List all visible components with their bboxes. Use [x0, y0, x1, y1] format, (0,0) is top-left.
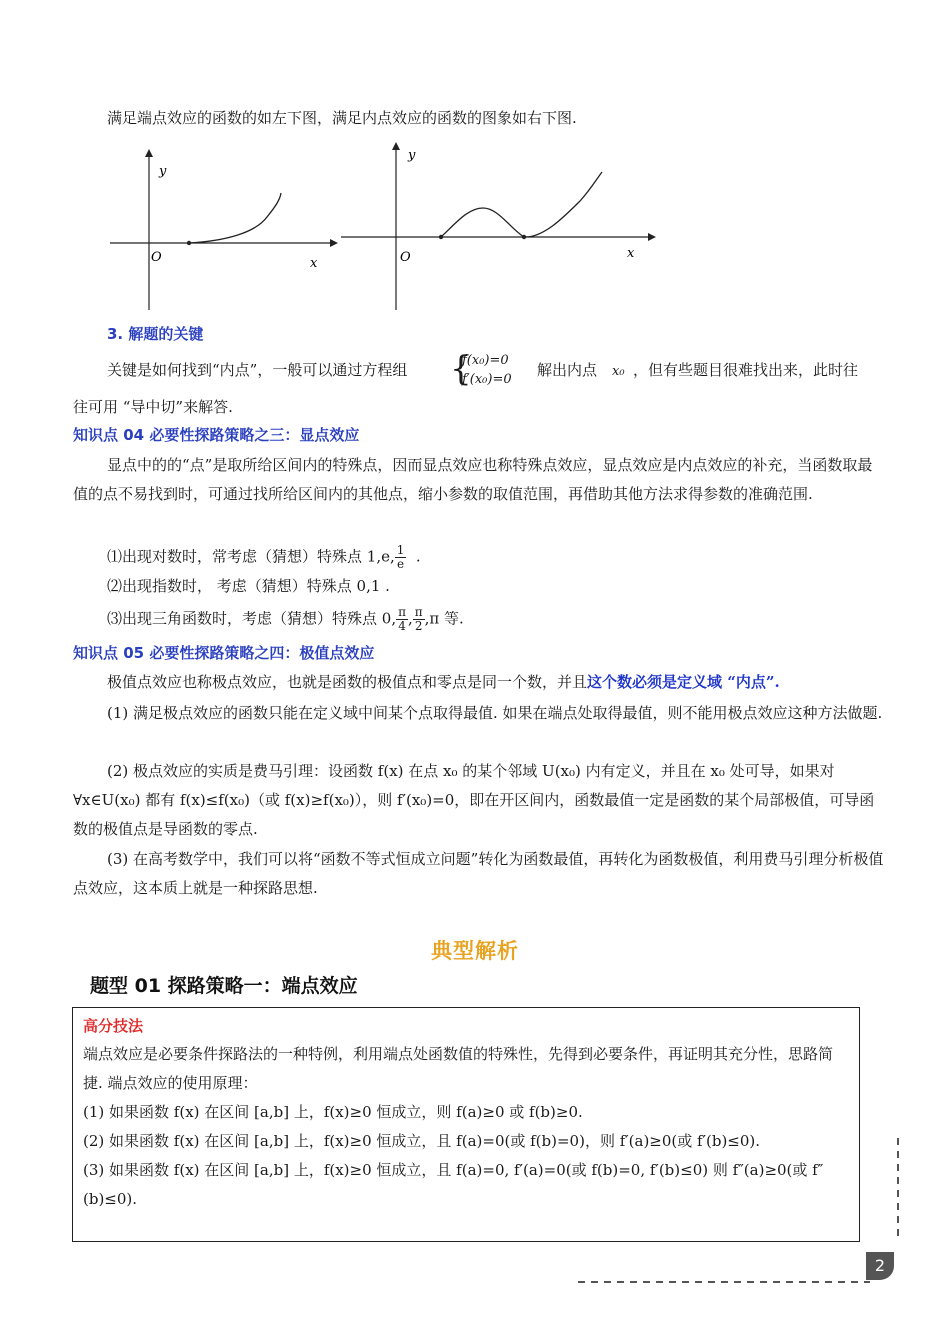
k04-heading: 知识点 04 必要性探路策略之三：显点效应: [73, 426, 360, 444]
k05-intro-emphasis: 这个数必须是定义域 “内点”.: [587, 673, 780, 691]
section-title: 典型解析: [431, 939, 519, 963]
technique-rule-3: (3) 如果函数 f(x) 在区间 [a,b] 上，f(x)≥0 恒成立，且 f(a)=0, f′(a)=0(或 f(b)=0, f′(b)≤0) 则 f″(a)≥0(或 f″(b)≤0).: [83, 1161, 824, 1208]
k04-item-1-end: .: [415, 547, 421, 566]
y-axis-label: y: [159, 164, 167, 179]
sec3-line1-after: ，但有些题目很难找出来，此时往: [633, 361, 859, 379]
origin-label: O: [400, 250, 411, 265]
fraction-numerator: π: [414, 605, 423, 619]
k04-item-3: ⑶出现三角函数时，考虑（猜想）特殊点 0, $\frac{\pi}{4}$ , $\frac{\pi}{2}$ ,π 等.: [107, 605, 464, 633]
x-axis-label: x: [310, 256, 318, 271]
k05-intro-text: 极值点效应也称极点效应，也就是函数的极值点和零点是同一个数，并且: [107, 673, 588, 691]
technique-rule-2: (2) 如果函数 f(x) 在区间 [a,b] 上，f(x)≥0 恒成立，且 f(a)=0(或 f(b)=0)，则 f′(a)≥0(或 f′(b)≤0).: [83, 1132, 761, 1150]
sec3-line1-solve: 解出内点: [537, 361, 598, 379]
k05-intro: [107, 670, 780, 694]
technique-heading: 高分技法: [83, 1017, 144, 1035]
k04-paragraph: 显点中的的“点”是取所给区间内的特殊点，因而显点效应也称特殊点效应，显点效应是内点效应的补充，当函数取最值的点不易找到时，可通过找所给区间内的其他点，缩小参数的取值范围，再借助其他方法求得参数的准确范围.: [73, 456, 873, 503]
sec3-line1-before: 关键是如何找到“内点”，一般可以通过方程组: [107, 361, 408, 379]
fraction-pi-over-2: [413, 606, 425, 633]
k04-item-3-end: ,π 等.: [424, 609, 464, 628]
page-corner-decoration: [570, 1130, 910, 1290]
fraction-numerator: 1: [396, 543, 405, 557]
intro-line: 满足端点效应的函数的如左下图，满足内点效应的函数的图象如右下图.: [107, 109, 577, 127]
sec3-line2: 往可用 “导中切”来解答.: [73, 398, 233, 416]
fraction-denominator: e: [397, 557, 405, 571]
y-arrow-icon: [145, 149, 153, 157]
fraction-numerator: π: [398, 605, 406, 619]
k05-paragraph-3: (3) 在高考数学中，我们可以将“函数不等式恒成立问题”转化为函数最值，再转化为函数极值，利用费马引理分析极值点效应，这本质上就是一种探路思想.: [73, 850, 884, 897]
endpoint-effect-graph: [105, 145, 340, 315]
origin-label: O: [151, 250, 162, 265]
k04-item-1: [107, 544, 421, 571]
x-axis-label: x: [627, 246, 635, 261]
technique-intro: 端点效应是必要条件探路法的一种特例，利用端点处函数值的特殊性，先得到必要条件，再证明其充分性，思路简捷. 端点效应的使用原理：: [83, 1045, 834, 1092]
k05-paragraph-2: (2) 极点效应的实质是费马引理：设函数 f(x) 在点 x₀ 的某个邻域 U(x₀) 内有定义，并且在 x₀ 处可导，如果对 ∀x∈U(x₀) 都有 f(x)≤f(x₀)（或 f(x)≥f(x₀)），则 f′(x₀)=0，即在开区间内，函数最值一定是函数的某个局部极值，可导函数的极值点是导函数的零点.: [73, 762, 875, 838]
equation-1: f(x₀)=0: [462, 353, 509, 368]
x-arrow-icon: [648, 233, 656, 241]
fraction-denominator: 4: [398, 619, 406, 633]
fraction-one-over-e: [395, 544, 407, 571]
technique-rule-1: (1) 如果函数 f(x) 在区间 [a,b] 上，f(x)≥0 恒成立，则 f(a)≥0 或 f(b)≥0.: [83, 1103, 583, 1121]
type-title: 题型 01 探路策略一：端点效应: [90, 975, 358, 997]
k05-paragraph-1: (1) 满足极点效应的函数只能在定义域中间某个点取得最值. 如果在端点处取得最值，则不能用极点效应这种方法做题.: [107, 704, 883, 722]
equation-2: f′(x₀)=0: [462, 372, 512, 387]
fraction-denominator: 2: [414, 619, 423, 633]
fraction-pi-over-4: [396, 606, 408, 633]
interior-point-effect-graph: [338, 138, 663, 313]
k04-item-2: ⑵出现指数时， 考虑（猜想）特殊点 0,1 .: [107, 577, 390, 595]
y-arrow-icon: [392, 142, 400, 150]
k05-heading: 知识点 05 必要性探路策略之四：极值点效应: [73, 644, 375, 662]
left-brace-icon: {: [450, 349, 472, 389]
x-arrow-icon: [330, 239, 338, 247]
k04-item-1-text: ⑴出现对数时，常考虑（猜想）特殊点 1,e,: [107, 547, 395, 566]
y-axis-label: y: [408, 148, 416, 163]
page-number: 2: [866, 1252, 894, 1280]
interior-point-var: x₀: [612, 364, 625, 379]
k04-item-3-text: ⑶出现三角函数时，考虑（猜想）特殊点 0,: [107, 609, 397, 628]
section-3-heading: 3. 解题的关键: [107, 325, 204, 343]
